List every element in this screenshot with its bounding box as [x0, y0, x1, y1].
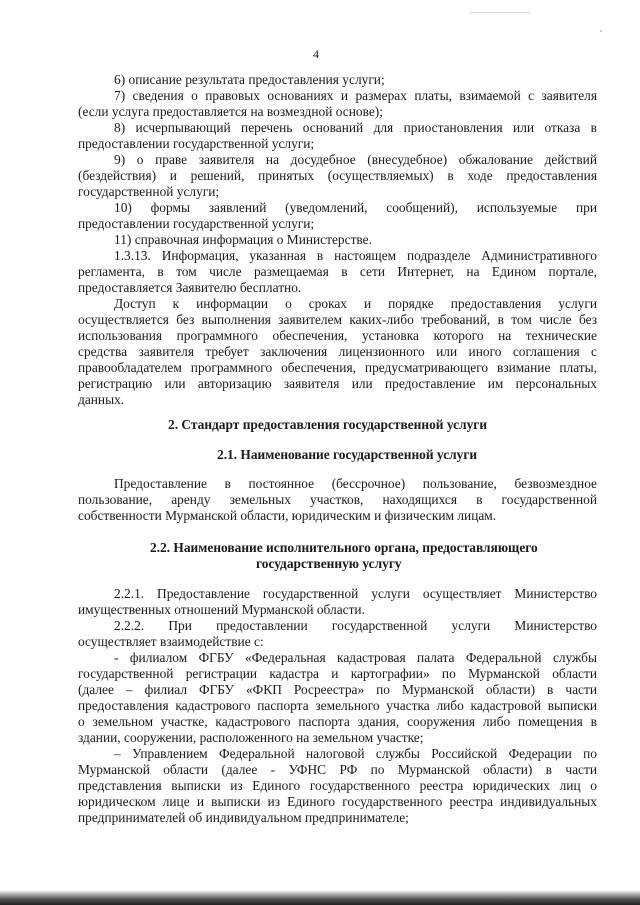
text-line: использования программного обеспечения, установка которого на технические	[78, 328, 597, 343]
text-line: регистрацию или авторизацию заявителя или предоставление им персональных	[78, 376, 597, 391]
text-line: правообладателем программного обеспечения, предусматривающего взимание платы,	[78, 360, 597, 375]
text-line: юридическом лице и выписки из Единого государственного реестра индивидуальных	[78, 794, 597, 809]
subsection-heading: государственную услугу	[256, 556, 402, 571]
text-line: Доступ к информации о сроках и порядке предоставления услуги	[114, 296, 597, 311]
text-line: осуществляет взаимодействие с:	[78, 634, 264, 649]
text-line: предоставляется Заявителю бесплатно.	[78, 280, 302, 295]
text-line: о земельном участке, кадастрового паспорта здания, сооружения либо помещения в	[78, 714, 597, 729]
text-line: 10) формы заявлений (уведомлений, сообщений), используемые при	[114, 200, 597, 215]
scan-speck	[470, 12, 530, 13]
section-heading: 2. Стандарт предоставления государственной услуги	[168, 417, 488, 432]
text-line: государственной регистрации кадастра и картографии» по Мурманской области	[78, 666, 597, 681]
text-line: 6) описание результата предоставления услуги;	[114, 72, 385, 87]
text-line: предоставления кадастрового паспорта земельного участка либо кадастровой выписки	[78, 698, 597, 713]
subsection-heading: 2.2. Наименование исполнительного органа, предоставляющего	[150, 540, 538, 555]
text-line: (если услуга предоставляется на возмездной основе);	[78, 104, 383, 119]
scan-speck	[600, 30, 602, 32]
text-line: - филиалом ФГБУ «Федеральная кадастровая палата Федеральной службы	[114, 650, 597, 665]
text-line: – Управлением Федеральной налоговой службы Российской Федерации по	[114, 746, 597, 761]
page-number: 4	[313, 47, 319, 61]
text-line: регламента, в том числе размещаемая в сети Интернет, на Едином портале,	[78, 264, 597, 279]
text-line: средства заявителя требует заключения лицензионного или иного соглашения с	[78, 344, 597, 359]
text-line: (далее – филиал ФГБУ «ФКП Росреестра» по Мурманской области) в части	[78, 682, 597, 697]
text-line: 11) справочная информация о Министерстве.	[114, 232, 372, 247]
text-line: предпринимателей об индивидуальном предпринимателе;	[78, 810, 409, 825]
text-line: 2.2.2. При предоставлении государственной услуги Министерство	[114, 618, 597, 633]
text-line: 1.3.13. Информация, указанная в настоящем подразделе Административного	[114, 248, 597, 263]
text-line: представления выписки из Единого государственного реестра юридических лиц о	[78, 778, 597, 793]
text-line: собственности Мурманской области, юридическим и физическим лицам.	[78, 508, 497, 523]
text-line: Предоставление в постоянное (бессрочное) пользование, безвозмездное	[114, 476, 597, 491]
text-line: здании, сооружении, расположенного на земельном участке;	[78, 730, 424, 745]
text-line: данных.	[78, 392, 125, 407]
text-line: 7) сведения о правовых основаниях и размерах платы, взимаемой с заявителя	[114, 88, 597, 103]
subsection-heading: 2.1. Наименование государственной услуги	[217, 447, 478, 462]
text-line: 8) исчерпывающий перечень оснований для приостановления или отказа в	[114, 120, 597, 135]
text-line: предоставлении государственной услуги;	[78, 216, 315, 231]
text-line: Мурманской области (далее - УФНС РФ по Мурманской области) в части	[78, 762, 597, 777]
text-line: предоставлении государственной услуги;	[78, 136, 315, 151]
text-line: (бездействия) и решений, принятых (осуществляемых) в ходе предоставления	[78, 168, 597, 183]
text-line: осуществляется без выполнения заявителем каких-либо требований, в том числе без	[78, 312, 597, 327]
text-line: 2.2.1. Предоставление государственной услуги осуществляет Министерство	[114, 586, 597, 601]
scan-edge-shadow	[0, 890, 640, 905]
text-line: имущественных отношений Мурманской области.	[78, 602, 365, 617]
text-line: пользование, аренду земельных участков, находящихся в государственной	[78, 492, 597, 507]
text-line: 9) о праве заявителя на досудебное (внесудебное) обжалование действий	[114, 152, 597, 167]
text-line: государственной услуги;	[78, 184, 220, 199]
